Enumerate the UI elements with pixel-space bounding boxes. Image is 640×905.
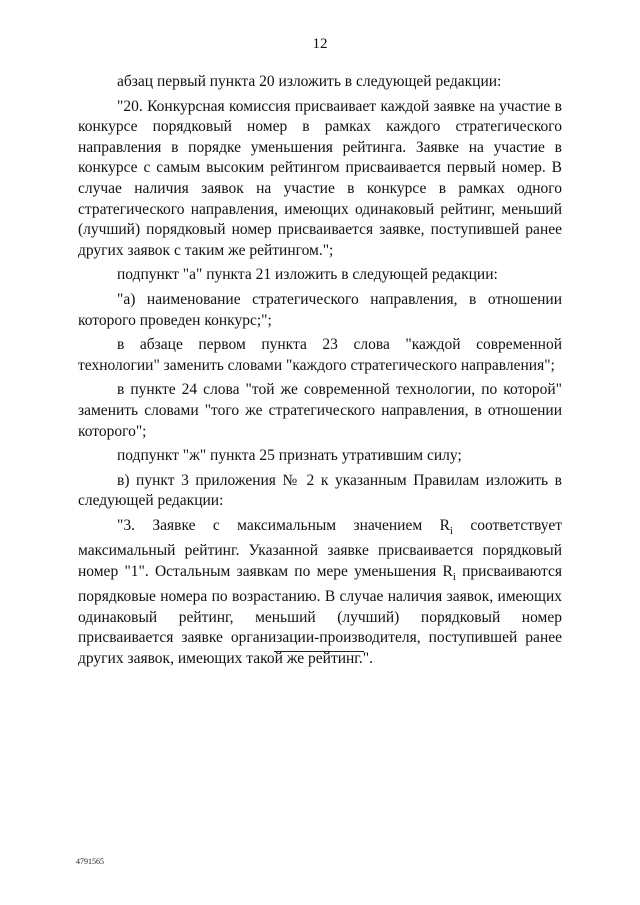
formula-symbol: R <box>442 562 453 580</box>
end-divider <box>274 651 364 652</box>
paragraph-4: "а) наименование стратегического направления, в отношении которого проведен конкурс;"; <box>78 290 562 329</box>
paragraph-9-text-2: соответствует максимальный рейтинг. Указанной заявке присваивается порядковый номер "1". Остальным заявкам по мере уменьшения <box>78 516 562 580</box>
paragraph-5: в абзаце первом пункта 23 слова "каждой современной технологии" заменить словами "каждого стратегического направления"; <box>78 336 562 374</box>
formula-subscript: i <box>452 570 456 583</box>
document-body <box>78 72 562 670</box>
paragraph-7: подпункт "ж" пункта 25 признать утратившим силу; <box>117 447 462 465</box>
formula-r-i <box>442 562 456 583</box>
paragraph-6: в пункте 24 слова "той же современной технологии, по которой" заменить словами "того же стратегического направления, в отношении которого"; <box>78 381 562 440</box>
paragraph-1: абзац первый пункта 20 изложить в следующей редакции: <box>117 73 502 90</box>
paragraph-3: подпункт "а" пункта 21 изложить в следующей редакции: <box>117 266 498 284</box>
formula-subscript: i <box>449 524 453 537</box>
paragraph-9-text-1: "3. Заявке с максимальным значением <box>117 516 440 534</box>
paragraph-9-text-3: присваиваются порядковые номера по возрастанию. В случае наличия заявок, имеющих одинаковый рейтинг, меньший (лучший) порядковый номер присваивается заявке организации-производителя, поступившей ранее других заявок, имеющих такой же рейтинг.". <box>78 562 562 668</box>
paragraph-9 <box>78 516 562 670</box>
page-number: 12 <box>312 36 328 52</box>
document-code: 4791565 <box>76 857 104 866</box>
formula-r-i <box>439 516 453 537</box>
paragraph-8: в) пункт 3 приложения № 2 к указанным Правилам изложить в следующей редакции: <box>78 471 562 510</box>
formula-symbol: R <box>439 516 450 534</box>
paragraph-2: "20. Конкурсная комиссия присваивает каждой заявке на участие в конкурсе порядковый номер в рамках каждого стратегического направления в порядке уменьшения рейтинга. Заявке на участие в конкурсе с самым высоким рейтингом присваивается первый номер. В случае наличия заявок на участие в конкурсе в рамках одного стратегического направления, имеющих одинаковый рейтинг, меньший (лучший) порядковый номер присваивается заявке, поступившей ранее других заявок с таким же рейтингом."; <box>78 97 562 259</box>
